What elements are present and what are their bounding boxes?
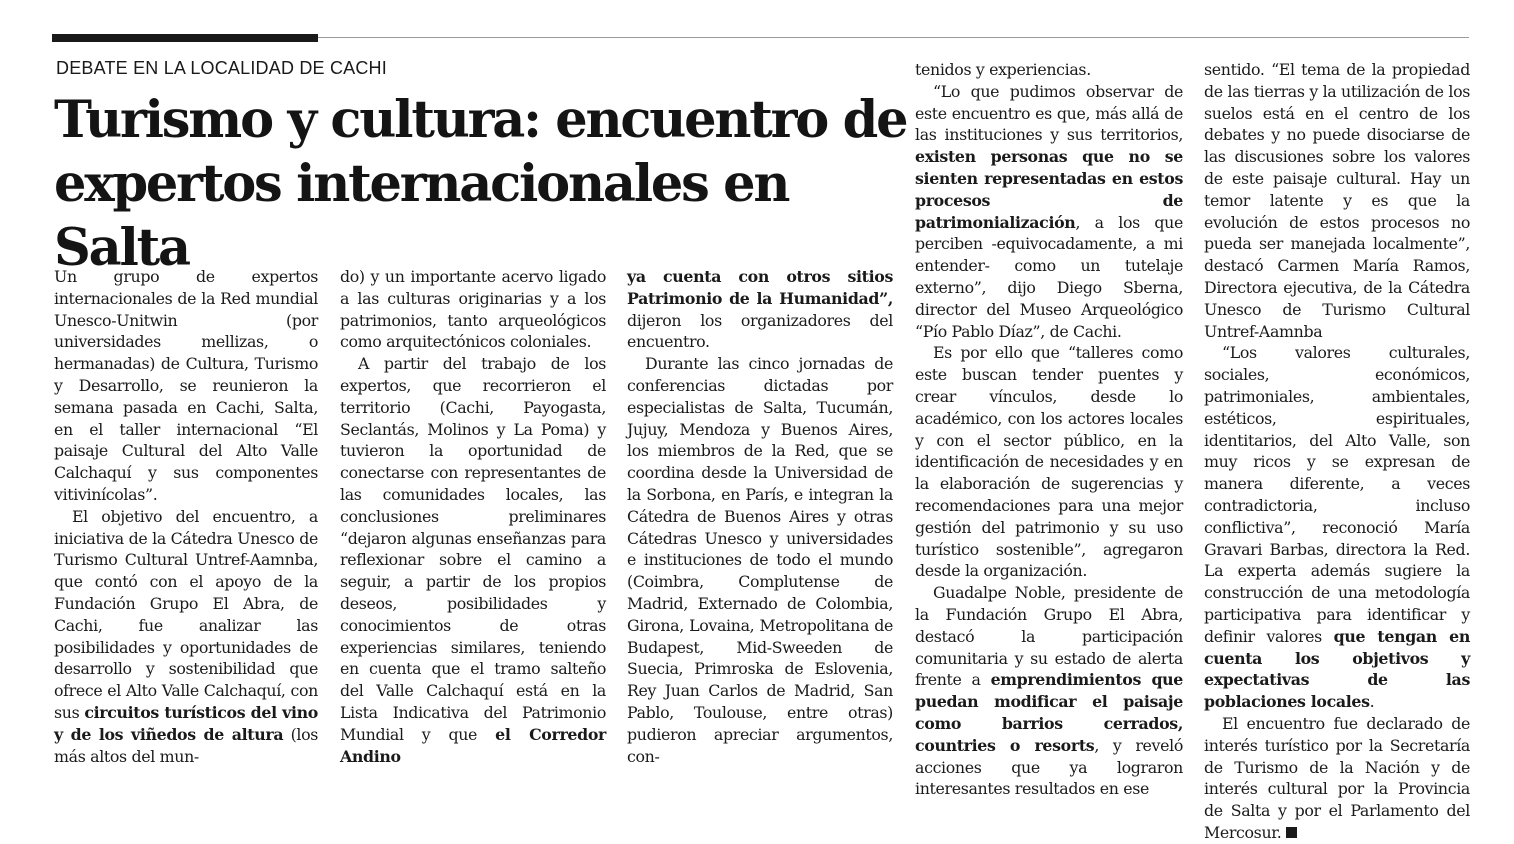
text-run: “Los valores culturales, sociales, económicos, patrimoniales, ambientales, estéticos, espirituales, identitarios, del Alto Valle, son muy ricos y se expresan de manera diferente, a veces contradictoria, incluso conflictiva”, reconoció María Gravari Barbas, directora la Red. La experta además sugiere la construcción de una metodología participativa para identificar y definir valores xyxy=(1204,343,1470,646)
paragraph xyxy=(915,81,1183,343)
paragraph: do) y un importante acervo ligado a las culturas originarias y a los patrimonios, tanto arqueológicos como arquitectónicos coloniales. xyxy=(340,267,606,352)
text-run: A partir del trabajo de los expertos, que recorrieron el territorio (Cachi, Payogasta, Seclantás, Molinos y La Poma) y tuvieron la oportunidad de conectarse con representantes de las comunidades locales, las conclusiones preliminares “dejaron algunas enseñanzas para reflexionar sobre el camino a seguir, a partir de los propios deseos, posibilidades y conocimientos de otras experiencias similares, teniendo en cuenta que el tramo salteño del Valle Calchaquí está en la Lista Indicativa del Patrimonio Mundial y que xyxy=(340,354,606,744)
text-run: dijeron los organizadores del encuentro. xyxy=(627,310,893,352)
text-run: El objetivo del encuentro, a iniciativa de la Cátedra Unesco de Turismo Cultural Untref-Aamnba, que contó con el apoyo de la Fundación Grupo El Abra, de Cachi, fue analizar las posibilidades y oportunidades de desarrollo y sostenibilidad que ofrece el Alto Valle Calchaquí, con sus xyxy=(54,506,318,722)
headline: Turismo y cultura: encuentro de expertos internacionales en Salta xyxy=(54,90,907,278)
text-run: El encuentro fue declarado de interés turístico por la Secretaría de Turismo de la Nación y de interés cultural por la Provincia de Salta y por el Parlamento del Mercosur. xyxy=(1204,713,1470,842)
article-column-4 xyxy=(915,59,1183,800)
bold-text: circuitos turísticos del vino y de los viñedos de altura xyxy=(54,702,318,744)
bold-text: existen personas que no se sienten representadas en estos procesos de patrimonialización xyxy=(915,147,1183,232)
bold-text: que tengan en cuenta los objetivos y expectativas de las poblaciones locales xyxy=(1204,626,1470,712)
text-run: . xyxy=(1369,692,1375,712)
text-run: , a los que perciben -equivocadamente, a mi entender- como un tutelaje externo”, dijo Diego Sberna, director del Museo Arqueológico “Pío Pablo Díaz”, de Cachi. xyxy=(915,212,1183,341)
text-run: Guadalpe Noble, presidente de la Fundación Grupo El Abra, destacó la participación comunitaria y su estado de alerta frente a xyxy=(915,583,1183,690)
text-run: (los más altos del mun- xyxy=(54,724,319,766)
paragraph: Es por ello que “talleres como este buscan tender puentes y crear vínculos, desde lo académico, con los actores locales y con el sector público, en la identificación de necesidades y en la elaboración de sugerencias y recomendaciones para una mejor gestión del patrimonio y su uso turístico sostenible”, agregaron desde la organización. xyxy=(915,343,1183,581)
paragraph xyxy=(340,353,606,767)
paragraph: Un grupo de expertos internacionales de la Red mundial Unesco-Unitwin (por universidades mellizas, o hermanadas) de Cultura, Turismo y Desarrollo, se reunieron la semana pasada en Cachi, Salta, en el taller internacional “El paisaje Cultural del Alto Valle Calchaquí y sus componentes vitivinícolas”. xyxy=(54,267,318,504)
paragraph xyxy=(915,582,1183,800)
paragraph xyxy=(1204,713,1470,844)
paragraph: tenidos y experiencias. xyxy=(915,60,1091,79)
article-column-1 xyxy=(54,266,318,767)
article-column-3 xyxy=(627,266,893,767)
bold-text: emprendimientos que puedan modificar el paisaje como barrios cerrados, countries o resorts xyxy=(915,670,1183,755)
paragraph xyxy=(1204,342,1470,713)
bold-text: el Corredor Andino xyxy=(340,724,606,766)
article-column-5 xyxy=(1204,59,1470,844)
paragraph xyxy=(627,266,893,353)
paragraph: Durante las cinco jornadas de conferencias dictadas por especialistas de Salta, Tucumán, Jujuy, Mendoza y Buenos Aires, los miembros de la Red, que se coordina desde la Universidad de la Sorbona, en París, e integran la Cátedra de Buenos Aires y otras Cátedras Unesco y universidades e instituciones de todo el mundo (Coimbra, Complutense de Madrid, Externado de Colombia, Girona, Lovaina, Metropolitana de Budapest, Mid-Sweeden de Suecia, Primroska de Eslovenia, Rey Juan Carlos de Madrid, San Pablo, Toulouse, entre otras) pudieron apreciar argumentos, con- xyxy=(627,354,893,766)
text-run: , y reveló acciones que ya lograron interesantes resultados en ese xyxy=(915,735,1183,799)
section-bar xyxy=(52,34,318,42)
paragraph xyxy=(54,506,318,768)
article-column-2 xyxy=(340,266,606,767)
bold-text: ya cuenta con otros sitios Patrimonio de la Humanidad”, xyxy=(627,267,893,308)
text-run: “Lo que pudimos observar de este encuentro es que, más allá de las instituciones y sus territorios, xyxy=(915,81,1183,145)
paragraph: sentido. “El tema de la propiedad de las tierras y la utilización de los suelos está en el centro de los debates y no puede disociarse de las discusiones sobre los valores de este paisaje cultural. Hay un temor latente y es que la evolución de estos procesos no pueda ser manejada localmente”, destacó Carmen María Ramos, Directora ejecutiva, de la Cátedra Unesco de Turismo Cultural Untref-Aamnba xyxy=(1204,60,1470,341)
end-of-article-icon xyxy=(1286,827,1297,838)
kicker: DEBATE EN LA LOCALIDAD DE CACHI xyxy=(56,58,387,78)
